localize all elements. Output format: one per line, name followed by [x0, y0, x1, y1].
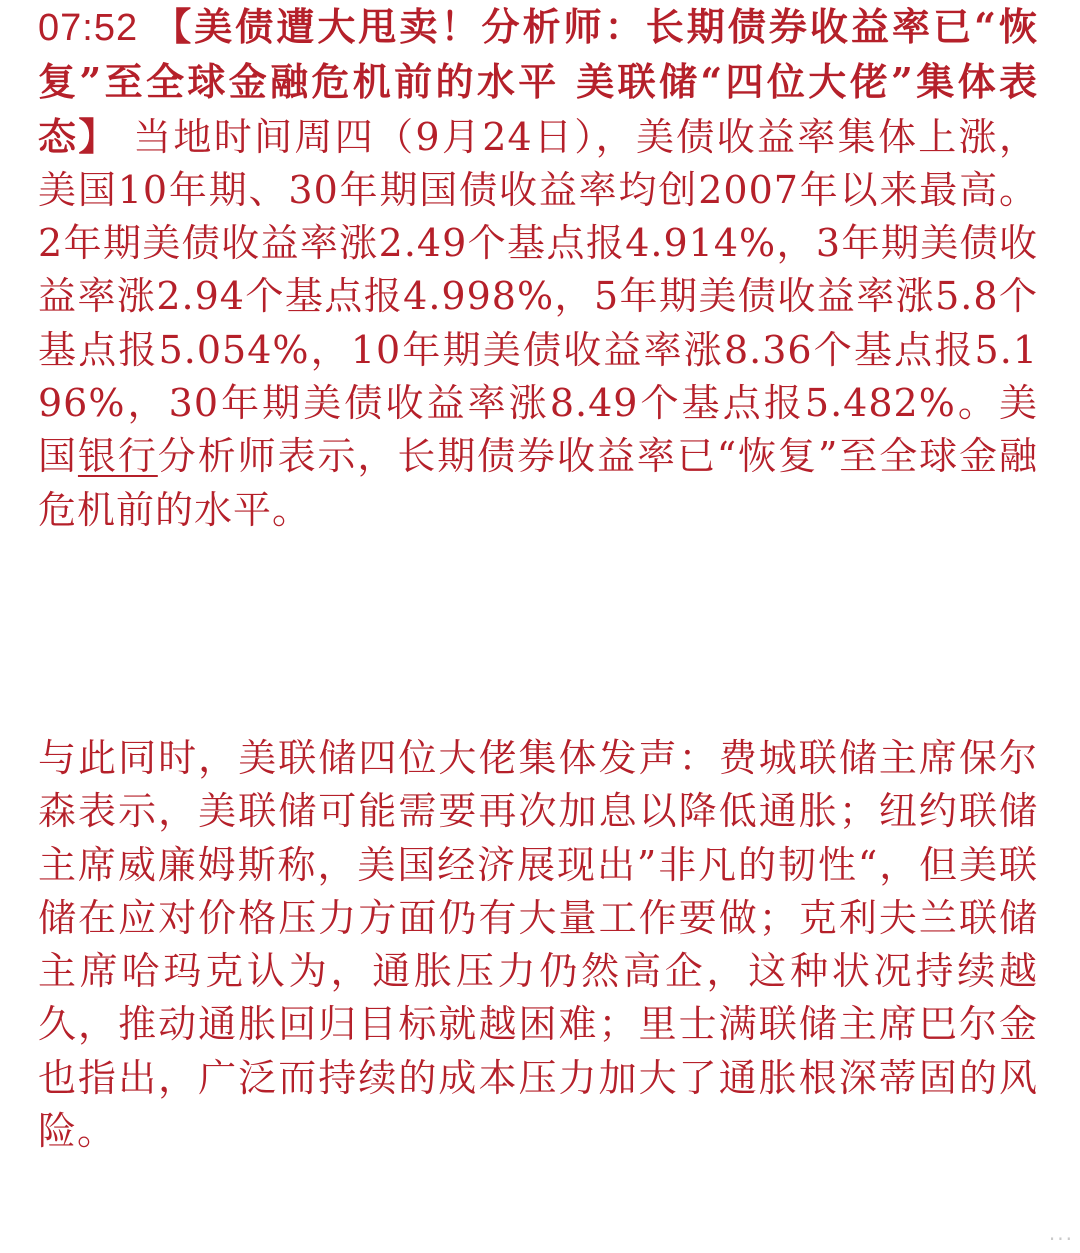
news-time: 07:52 [38, 7, 139, 49]
news-body-part-2: 分析师表示，长期债券收益率已“恢复”至全球金融危机前的水平。 [38, 434, 1038, 532]
news-paragraph-2: 与此同时，美联储四位大佬集体发声：费城联储主席保尔森表示，美联储可能需要再次加息以降低通胀；纽约联储主席威廉姆斯称，美国经济展现出”非凡的韧性“，但美联储在应对价格压力方面仍有大量工作要做；克利夫兰联储主席哈玛克认为，通胀压力仍然高企，这种状况持续越久，推动通胀回归目标就越困难；里士满联储主席巴尔金也指出，广泛而持续的成本压力加大了通胀根深蒂固的风险。 [38, 736, 1038, 1154]
news-paragraph-1 [38, 0, 1038, 537]
watermark-dots: ··· [1048, 1227, 1074, 1251]
news-body-part-1: 当地时间周四（9月24日），美债收益率集体上涨，美国10年期、30年期国债收益率均创2007年以来最高。2年期美债收益率涨2.49个基点报4.914%，3年期美债收益率涨2.94个基点报4.998%，5年期美债收益率涨5.8个基点报5.054%，10年期美债收益率涨8.36个基点报5.196%，30年期美债收益率涨8.49个基点报5.482%。美国 [38, 114, 1038, 479]
bank-link[interactable]: 银行 [77, 434, 158, 479]
news-headline: 【美债遭大甩卖！分析师：长期债券收益率已“恢复”至全球金融危机前的水平 美联储“四位大佬”集体表态】 [38, 4, 1038, 159]
